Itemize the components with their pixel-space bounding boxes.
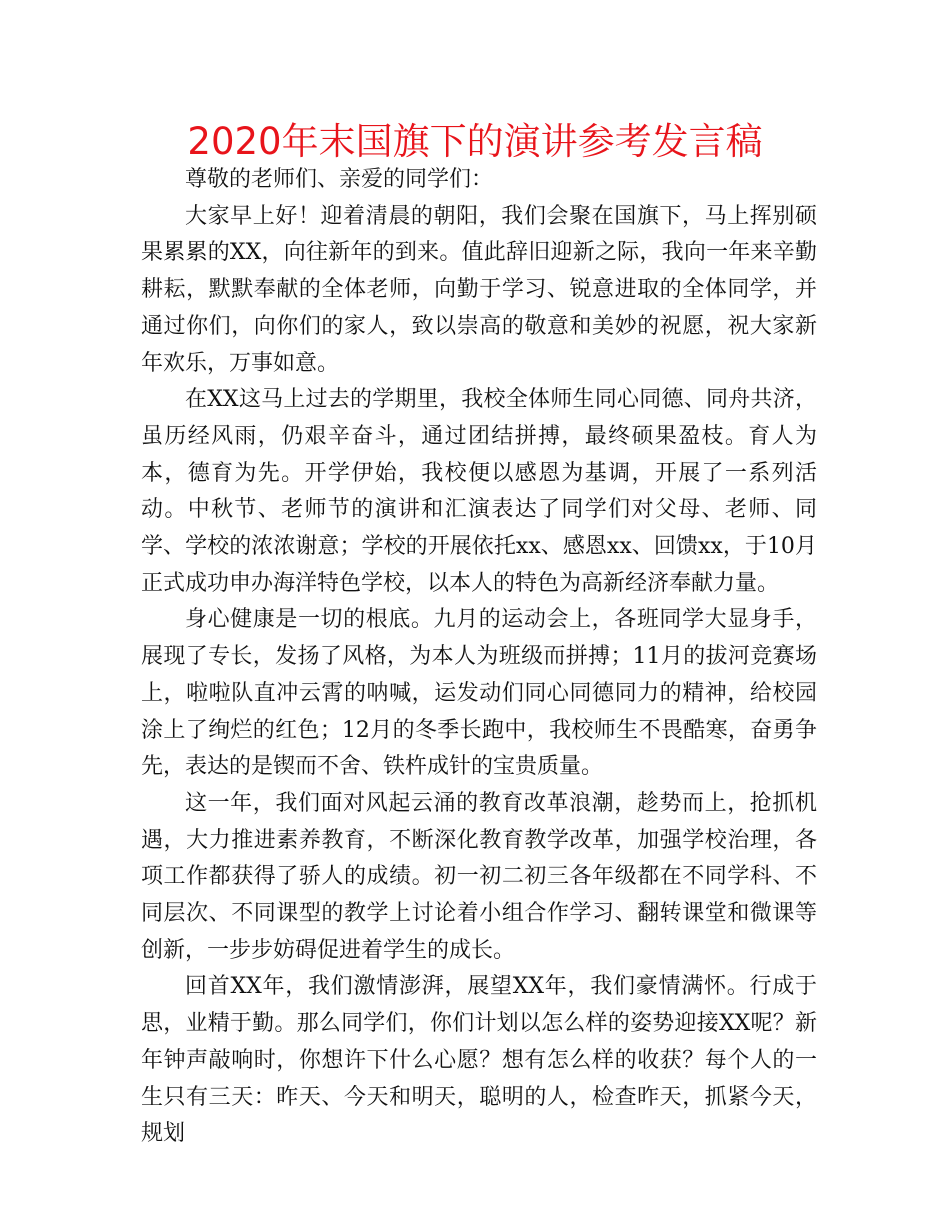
paragraph-5: 回首XX年，我们激情澎湃，展望XX年，我们豪情满怀。行成于思，业精于勤。那么同学们，你们计划以怎么样的姿势迎接XX呢？新年钟声敲响时，你想许下什么心愿？想有怎么样的收获？每个人的一生只有三天：昨天、今天和明天，聪明的人，检查昨天，抓紧今天，规划 bbox=[141, 974, 817, 1147]
paragraph-3: 身心健康是一切的根底。九月的运动会上，各班同学大显身手，展现了专长，发扬了风格，为本人为班级而拼搏；11月的拔河竞赛场上，啦啦队直冲云霄的呐喊，运发动们同心同德同力的精神，给校园涂上了绚烂的红色；12月的冬季长跑中，我校师生不畏酷寒，奋勇争先，表达的是锲而不舍、铁杵成针的宝贵质量。 bbox=[141, 607, 817, 780]
document-title: 2020年末国旗下的演讲参考发言稿 bbox=[187, 120, 763, 163]
document-body bbox=[141, 162, 817, 1153]
paragraph-1: 大家早上好！迎着清晨的朝阳，我们会聚在国旗下，马上挥别硕果累累的XX，向往新年的到来。值此辞旧迎新之际，我向一年来辛勤耕耘，默默奉献的全体老师，向勤于学习、锐意进取的全体同学，并通过你们，向你们的家人，致以崇高的敬意和美妙的祝愿，祝大家新年欢乐，万事如意。 bbox=[141, 203, 817, 376]
salutation: 尊敬的老师们、亲爱的同学们： bbox=[185, 167, 494, 192]
paragraph-4: 这一年，我们面对风起云涌的教育改革浪潮，趁势而上，抢抓机遇，大力推进素养教育，不断深化教育教学改革，加强学校治理，各项工作都获得了骄人的成绩。初一初二初三各年级都在不同学科、不同层次、不同课型的教学上讨论着小组合作学习、翻转课堂和微课等创新，一步步妨碍促进着学生的成长。 bbox=[141, 790, 817, 963]
paragraph-2: 在XX这马上过去的学期里，我校全体师生同心同德、同舟共济，虽历经风雨，仍艰辛奋斗，通过团结拼搏，最终硕果盈枝。育人为本，德育为先。开学伊始，我校便以感恩为基调，开展了一系列活动。中秋节、老师节的演讲和汇演表达了同学们对父母、老师、同学、学校的浓浓谢意；学校的开展依托xx、感恩xx、回馈xx，于10月正式成功申办海洋特色学校，以本人的特色为高新经济奉献力量。 bbox=[141, 387, 817, 596]
